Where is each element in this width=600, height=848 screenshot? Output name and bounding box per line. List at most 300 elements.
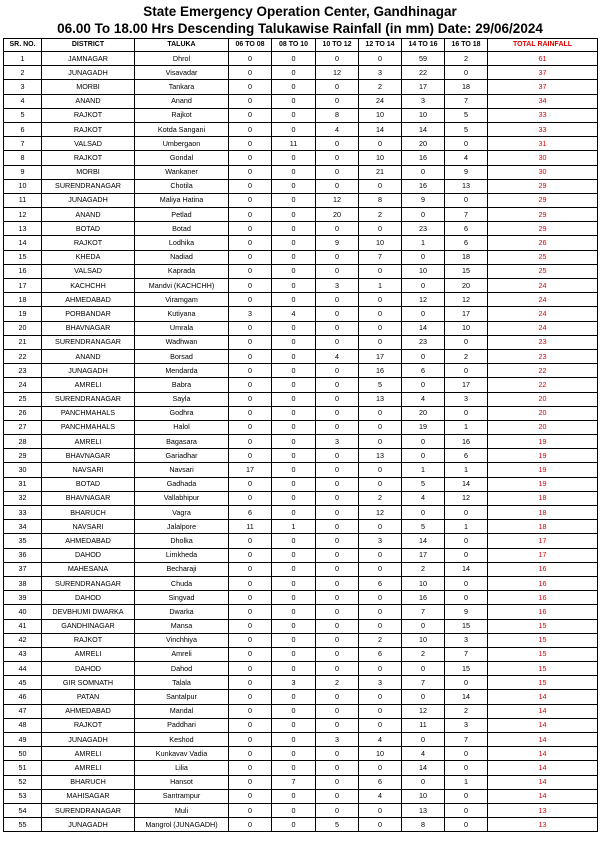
cell-14-to-16: 17 (402, 548, 445, 562)
cell-06-to-08: 0 (229, 718, 272, 732)
cell-16-to-18: 18 (445, 250, 488, 264)
cell-sr-no: 26 (4, 406, 42, 420)
cell-sr-no: 34 (4, 520, 42, 534)
cell-16-to-18: 1 (445, 463, 488, 477)
cell-district: AMRELI (42, 747, 135, 761)
cell-06-to-08: 0 (229, 803, 272, 817)
cell-12-to-14: 0 (359, 307, 402, 321)
cell-16-to-18: 6 (445, 236, 488, 250)
table-row (4, 406, 598, 420)
cell-06-to-08: 0 (229, 165, 272, 179)
cell-12-to-14: 0 (359, 718, 402, 732)
table-row (4, 250, 598, 264)
cell-16-to-18: 12 (445, 491, 488, 505)
table-row (4, 747, 598, 761)
cell-06-to-08: 0 (229, 193, 272, 207)
cell-taluka: Bagasara (135, 435, 229, 449)
cell-10-to-12: 4 (316, 122, 359, 136)
cell-10-to-12: 0 (316, 222, 359, 236)
cell-sr-no: 11 (4, 193, 42, 207)
header-14-to-16: 14 TO 16 (402, 39, 445, 52)
table-row (4, 576, 598, 590)
cell-14-to-16: 23 (402, 222, 445, 236)
cell-taluka: Godhra (135, 406, 229, 420)
cell-16-to-18: 3 (445, 392, 488, 406)
cell-district: BHARUCH (42, 506, 135, 520)
cell-sr-no: 5 (4, 108, 42, 122)
cell-taluka: Wadhwan (135, 335, 229, 349)
cell-16-to-18: 6 (445, 222, 488, 236)
cell-08-to-10: 0 (272, 94, 316, 108)
cell-12-to-14: 3 (359, 66, 402, 80)
cell-10-to-12: 0 (316, 633, 359, 647)
cell-sr-no: 21 (4, 335, 42, 349)
table-row (4, 208, 598, 222)
cell-10-to-12: 0 (316, 364, 359, 378)
cell-12-to-14: 0 (359, 137, 402, 151)
cell-total-rainfall: 29 (488, 208, 598, 222)
cell-sr-no: 17 (4, 279, 42, 293)
cell-08-to-10: 11 (272, 137, 316, 151)
cell-total-rainfall: 13 (488, 803, 598, 817)
cell-sr-no: 41 (4, 619, 42, 633)
cell-total-rainfall: 20 (488, 392, 598, 406)
cell-10-to-12: 0 (316, 534, 359, 548)
cell-taluka: Keshod (135, 733, 229, 747)
cell-total-rainfall: 31 (488, 137, 598, 151)
cell-10-to-12: 0 (316, 662, 359, 676)
cell-06-to-08: 0 (229, 789, 272, 803)
cell-total-rainfall: 29 (488, 193, 598, 207)
cell-taluka: Kutiyana (135, 307, 229, 321)
cell-12-to-14: 0 (359, 761, 402, 775)
table-row (4, 619, 598, 633)
cell-14-to-16: 1 (402, 236, 445, 250)
cell-16-to-18: 1 (445, 420, 488, 434)
cell-sr-no: 10 (4, 179, 42, 193)
cell-06-to-08: 0 (229, 321, 272, 335)
cell-14-to-16: 10 (402, 108, 445, 122)
cell-total-rainfall: 20 (488, 406, 598, 420)
cell-10-to-12: 0 (316, 449, 359, 463)
cell-10-to-12: 0 (316, 307, 359, 321)
cell-14-to-16: 17 (402, 80, 445, 94)
cell-16-to-18: 0 (445, 335, 488, 349)
cell-taluka: Gariadhar (135, 449, 229, 463)
table-row (4, 647, 598, 661)
cell-10-to-12: 5 (316, 818, 359, 832)
cell-10-to-12: 9 (316, 236, 359, 250)
cell-14-to-16: 14 (402, 761, 445, 775)
cell-district: BHAVNAGAR (42, 321, 135, 335)
cell-12-to-14: 0 (359, 548, 402, 562)
header-08-to-10: 08 TO 10 (272, 39, 316, 52)
cell-06-to-08: 0 (229, 605, 272, 619)
cell-total-rainfall: 37 (488, 80, 598, 94)
cell-sr-no: 25 (4, 392, 42, 406)
cell-06-to-08: 0 (229, 562, 272, 576)
cell-sr-no: 1 (4, 52, 42, 66)
cell-08-to-10: 0 (272, 647, 316, 661)
cell-district: ANAND (42, 208, 135, 222)
cell-district: AHMEDABAD (42, 293, 135, 307)
cell-taluka: Gadhada (135, 477, 229, 491)
cell-14-to-16: 11 (402, 718, 445, 732)
cell-total-rainfall: 33 (488, 122, 598, 136)
cell-10-to-12: 4 (316, 349, 359, 363)
cell-12-to-14: 0 (359, 520, 402, 534)
cell-district: VALSAD (42, 264, 135, 278)
cell-12-to-14: 0 (359, 818, 402, 832)
cell-total-rainfall: 19 (488, 449, 598, 463)
cell-taluka: Borsad (135, 349, 229, 363)
table-row (4, 718, 598, 732)
cell-12-to-14: 5 (359, 378, 402, 392)
table-row (4, 165, 598, 179)
cell-taluka: Nadiad (135, 250, 229, 264)
cell-total-rainfall: 19 (488, 463, 598, 477)
table-body (4, 52, 598, 832)
cell-08-to-10: 0 (272, 165, 316, 179)
cell-08-to-10: 7 (272, 775, 316, 789)
cell-06-to-08: 0 (229, 576, 272, 590)
cell-16-to-18: 5 (445, 108, 488, 122)
cell-taluka: Mendarda (135, 364, 229, 378)
cell-taluka: Paddhari (135, 718, 229, 732)
table-header-row (4, 39, 598, 52)
cell-10-to-12: 0 (316, 406, 359, 420)
cell-10-to-12: 0 (316, 718, 359, 732)
cell-taluka: Viramgam (135, 293, 229, 307)
cell-district: MAHESANA (42, 562, 135, 576)
cell-taluka: Lilia (135, 761, 229, 775)
cell-district: AHMEDABAD (42, 704, 135, 718)
cell-taluka: Dwarka (135, 605, 229, 619)
cell-14-to-16: 14 (402, 122, 445, 136)
cell-12-to-14: 0 (359, 662, 402, 676)
cell-12-to-14: 6 (359, 647, 402, 661)
cell-16-to-18: 14 (445, 477, 488, 491)
cell-taluka: Gondal (135, 151, 229, 165)
cell-total-rainfall: 14 (488, 789, 598, 803)
table-row (4, 548, 598, 562)
cell-taluka: Vagra (135, 506, 229, 520)
cell-total-rainfall: 16 (488, 591, 598, 605)
header-district: DISTRICT (42, 39, 135, 52)
cell-08-to-10: 0 (272, 605, 316, 619)
cell-taluka: Tankara (135, 80, 229, 94)
cell-06-to-08: 0 (229, 733, 272, 747)
cell-16-to-18: 1 (445, 520, 488, 534)
cell-08-to-10: 0 (272, 208, 316, 222)
cell-14-to-16: 2 (402, 562, 445, 576)
cell-08-to-10: 0 (272, 321, 316, 335)
cell-08-to-10: 0 (272, 406, 316, 420)
table-row (4, 477, 598, 491)
cell-16-to-18: 0 (445, 803, 488, 817)
cell-district: DEVBHUMI DWARKA (42, 605, 135, 619)
cell-16-to-18: 15 (445, 264, 488, 278)
cell-total-rainfall: 29 (488, 179, 598, 193)
cell-10-to-12: 2 (316, 676, 359, 690)
cell-sr-no: 46 (4, 690, 42, 704)
cell-taluka: Muli (135, 803, 229, 817)
cell-16-to-18: 14 (445, 690, 488, 704)
cell-sr-no: 42 (4, 633, 42, 647)
cell-sr-no: 36 (4, 548, 42, 562)
cell-district: BHAVNAGAR (42, 449, 135, 463)
cell-08-to-10: 0 (272, 378, 316, 392)
cell-14-to-16: 0 (402, 349, 445, 363)
table-row (4, 449, 598, 463)
cell-sr-no: 53 (4, 789, 42, 803)
cell-total-rainfall: 23 (488, 335, 598, 349)
table-row (4, 279, 598, 293)
cell-08-to-10: 0 (272, 477, 316, 491)
cell-08-to-10: 0 (272, 506, 316, 520)
cell-14-to-16: 16 (402, 151, 445, 165)
cell-06-to-08: 0 (229, 378, 272, 392)
cell-16-to-18: 4 (445, 151, 488, 165)
cell-10-to-12: 0 (316, 94, 359, 108)
cell-12-to-14: 0 (359, 704, 402, 718)
cell-16-to-18: 0 (445, 534, 488, 548)
table-row (4, 66, 598, 80)
cell-12-to-14: 0 (359, 52, 402, 66)
cell-district: AMRELI (42, 647, 135, 661)
cell-district: ANAND (42, 94, 135, 108)
cell-16-to-18: 16 (445, 435, 488, 449)
cell-district: BOTAD (42, 477, 135, 491)
cell-sr-no: 31 (4, 477, 42, 491)
table-row (4, 591, 598, 605)
cell-06-to-08: 0 (229, 420, 272, 434)
cell-10-to-12: 0 (316, 137, 359, 151)
cell-08-to-10: 1 (272, 520, 316, 534)
cell-16-to-18: 7 (445, 647, 488, 661)
cell-16-to-18: 18 (445, 80, 488, 94)
cell-16-to-18: 17 (445, 378, 488, 392)
table-row (4, 179, 598, 193)
cell-district: AMRELI (42, 378, 135, 392)
cell-16-to-18: 0 (445, 591, 488, 605)
cell-taluka: Kotda Sangani (135, 122, 229, 136)
cell-10-to-12: 0 (316, 761, 359, 775)
cell-taluka: Vallabhipur (135, 491, 229, 505)
cell-14-to-16: 0 (402, 165, 445, 179)
cell-10-to-12: 3 (316, 279, 359, 293)
cell-14-to-16: 0 (402, 279, 445, 293)
cell-14-to-16: 2 (402, 647, 445, 661)
cell-total-rainfall: 18 (488, 506, 598, 520)
cell-10-to-12: 0 (316, 463, 359, 477)
cell-14-to-16: 20 (402, 137, 445, 151)
cell-14-to-16: 0 (402, 378, 445, 392)
cell-sr-no: 15 (4, 250, 42, 264)
table-row (4, 364, 598, 378)
cell-14-to-16: 10 (402, 789, 445, 803)
cell-06-to-08: 0 (229, 364, 272, 378)
cell-08-to-10: 3 (272, 676, 316, 690)
cell-total-rainfall: 30 (488, 151, 598, 165)
table-row (4, 378, 598, 392)
cell-district: SURENDRANAGAR (42, 179, 135, 193)
cell-total-rainfall: 14 (488, 690, 598, 704)
cell-district: JUNAGADH (42, 364, 135, 378)
cell-16-to-18: 0 (445, 406, 488, 420)
cell-10-to-12: 0 (316, 803, 359, 817)
cell-16-to-18: 0 (445, 818, 488, 832)
cell-08-to-10: 0 (272, 349, 316, 363)
cell-12-to-14: 12 (359, 506, 402, 520)
cell-district: PANCHMAHALS (42, 420, 135, 434)
cell-sr-no: 39 (4, 591, 42, 605)
cell-total-rainfall: 16 (488, 562, 598, 576)
cell-08-to-10: 0 (272, 335, 316, 349)
cell-taluka: Santrampur (135, 789, 229, 803)
cell-08-to-10: 0 (272, 619, 316, 633)
cell-12-to-14: 4 (359, 733, 402, 747)
cell-district: RAJKOT (42, 122, 135, 136)
cell-taluka: Becharaji (135, 562, 229, 576)
cell-14-to-16: 20 (402, 406, 445, 420)
table-row (4, 435, 598, 449)
cell-total-rainfall: 17 (488, 534, 598, 548)
cell-16-to-18: 2 (445, 349, 488, 363)
cell-12-to-14: 14 (359, 122, 402, 136)
cell-sr-no: 12 (4, 208, 42, 222)
cell-14-to-16: 16 (402, 591, 445, 605)
cell-sr-no: 23 (4, 364, 42, 378)
cell-total-rainfall: 34 (488, 94, 598, 108)
table-row (4, 94, 598, 108)
cell-12-to-14: 24 (359, 94, 402, 108)
cell-10-to-12: 0 (316, 179, 359, 193)
cell-taluka: Umbergaon (135, 137, 229, 151)
cell-12-to-14: 1 (359, 279, 402, 293)
cell-06-to-08: 0 (229, 392, 272, 406)
cell-14-to-16: 10 (402, 264, 445, 278)
cell-taluka: Limkheda (135, 548, 229, 562)
cell-district: DAHOD (42, 591, 135, 605)
cell-total-rainfall: 33 (488, 108, 598, 122)
cell-10-to-12: 0 (316, 250, 359, 264)
cell-sr-no: 18 (4, 293, 42, 307)
cell-taluka: Dhrol (135, 52, 229, 66)
cell-08-to-10: 0 (272, 108, 316, 122)
cell-16-to-18: 2 (445, 52, 488, 66)
cell-06-to-08: 6 (229, 506, 272, 520)
cell-10-to-12: 0 (316, 548, 359, 562)
cell-06-to-08: 0 (229, 279, 272, 293)
cell-14-to-16: 3 (402, 94, 445, 108)
cell-12-to-14: 10 (359, 747, 402, 761)
cell-12-to-14: 0 (359, 335, 402, 349)
cell-12-to-14: 0 (359, 605, 402, 619)
cell-14-to-16: 5 (402, 477, 445, 491)
cell-district: RAJKOT (42, 236, 135, 250)
cell-14-to-16: 4 (402, 747, 445, 761)
cell-10-to-12: 8 (316, 108, 359, 122)
cell-sr-no: 16 (4, 264, 42, 278)
cell-sr-no: 2 (4, 66, 42, 80)
cell-sr-no: 50 (4, 747, 42, 761)
cell-06-to-08: 0 (229, 633, 272, 647)
cell-total-rainfall: 15 (488, 619, 598, 633)
cell-10-to-12: 0 (316, 747, 359, 761)
cell-16-to-18: 0 (445, 66, 488, 80)
cell-12-to-14: 10 (359, 236, 402, 250)
table-row (4, 151, 598, 165)
cell-08-to-10: 0 (272, 733, 316, 747)
cell-06-to-08: 0 (229, 208, 272, 222)
header-sr-no: SR. NO. (4, 39, 42, 52)
cell-06-to-08: 0 (229, 449, 272, 463)
cell-total-rainfall: 37 (488, 66, 598, 80)
table-row (4, 803, 598, 817)
cell-14-to-16: 22 (402, 66, 445, 80)
cell-08-to-10: 0 (272, 420, 316, 434)
cell-16-to-18: 0 (445, 506, 488, 520)
cell-16-to-18: 0 (445, 789, 488, 803)
cell-08-to-10: 0 (272, 449, 316, 463)
cell-10-to-12: 0 (316, 605, 359, 619)
cell-10-to-12: 12 (316, 193, 359, 207)
cell-sr-no: 43 (4, 647, 42, 661)
table-row (4, 789, 598, 803)
cell-08-to-10: 0 (272, 818, 316, 832)
cell-12-to-14: 13 (359, 392, 402, 406)
cell-06-to-08: 0 (229, 619, 272, 633)
cell-district: GIR SOMNATH (42, 676, 135, 690)
cell-06-to-08: 0 (229, 122, 272, 136)
cell-08-to-10: 0 (272, 576, 316, 590)
cell-district: NAVSARI (42, 463, 135, 477)
cell-taluka: Chuda (135, 576, 229, 590)
cell-14-to-16: 0 (402, 449, 445, 463)
cell-total-rainfall: 14 (488, 733, 598, 747)
cell-10-to-12: 0 (316, 690, 359, 704)
table-row (4, 761, 598, 775)
cell-sr-no: 55 (4, 818, 42, 832)
cell-total-rainfall: 14 (488, 761, 598, 775)
cell-08-to-10: 0 (272, 704, 316, 718)
cell-06-to-08: 0 (229, 435, 272, 449)
cell-12-to-14: 0 (359, 562, 402, 576)
cell-12-to-14: 6 (359, 775, 402, 789)
cell-10-to-12: 3 (316, 733, 359, 747)
cell-district: SURENDRANAGAR (42, 576, 135, 590)
table-row (4, 307, 598, 321)
table-row (4, 704, 598, 718)
cell-06-to-08: 0 (229, 647, 272, 661)
cell-14-to-16: 59 (402, 52, 445, 66)
cell-total-rainfall: 61 (488, 52, 598, 66)
cell-total-rainfall: 13 (488, 818, 598, 832)
cell-06-to-08: 0 (229, 591, 272, 605)
cell-06-to-08: 0 (229, 704, 272, 718)
cell-14-to-16: 0 (402, 250, 445, 264)
cell-total-rainfall: 19 (488, 435, 598, 449)
cell-taluka: Amreli (135, 647, 229, 661)
table-row (4, 122, 598, 136)
cell-16-to-18: 3 (445, 633, 488, 647)
cell-12-to-14: 0 (359, 406, 402, 420)
cell-16-to-18: 3 (445, 718, 488, 732)
cell-total-rainfall: 22 (488, 378, 598, 392)
cell-10-to-12: 0 (316, 151, 359, 165)
cell-taluka: Maliya Hatina (135, 193, 229, 207)
